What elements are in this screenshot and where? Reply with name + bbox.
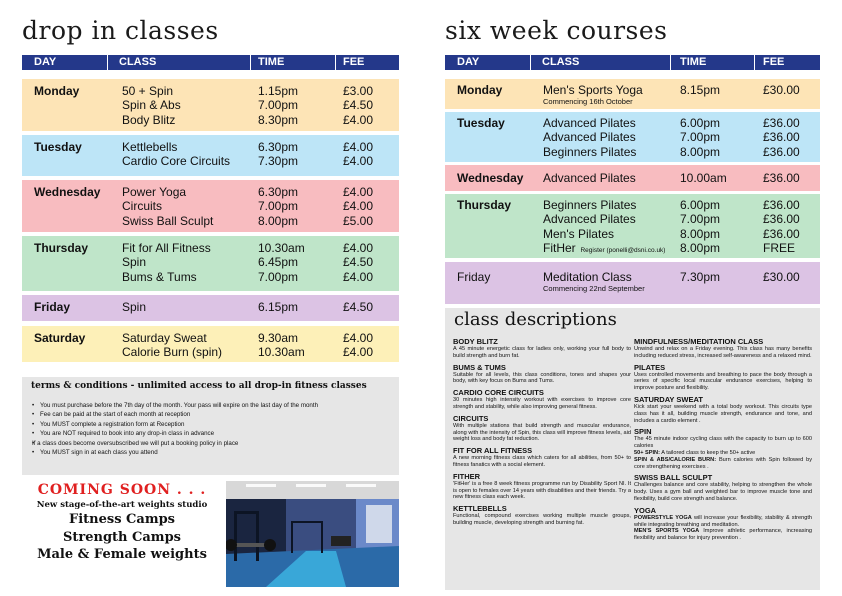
row-fees — [763, 171, 800, 185]
header-class: CLASS — [119, 56, 157, 68]
class-fee: £30.00 — [763, 83, 800, 97]
class-fee: £4.00 — [343, 345, 374, 360]
row-classes — [122, 300, 146, 314]
descriptions-title: class descriptions — [454, 309, 617, 330]
header-class: CLASS — [542, 56, 580, 68]
row-fees — [343, 185, 373, 228]
class-time: 6.00pm — [680, 198, 721, 212]
class-time: 8.00pm — [680, 240, 721, 255]
description-heading: CARDIO CORE CIRCUITS — [453, 388, 544, 398]
class-fee: £36.00 — [763, 171, 800, 185]
description-subitem — [634, 457, 812, 471]
class-name: Body Blitz — [122, 112, 176, 127]
description-subtext: will increase your flexibility, stability & strength while integrating breathing and meditation. — [634, 514, 812, 528]
schedule-row — [22, 135, 399, 176]
schedule-row — [22, 295, 399, 321]
weights-studio-photo — [226, 481, 399, 587]
class-time: 7.00pm — [680, 212, 721, 227]
terms-item: • You MUST complete a registration form at Reception — [32, 420, 318, 429]
row-fees — [763, 83, 800, 97]
class-time: 6.30pm — [258, 185, 299, 199]
row-day: Saturday — [34, 331, 86, 345]
class-label: Meditation Class — [543, 270, 632, 284]
class-time: 6.30pm — [258, 140, 299, 154]
class-fee: £3.00 — [343, 84, 374, 98]
coming-soon-heading: COMING SOON . . . — [37, 482, 207, 498]
row-day: Wednesday — [457, 171, 524, 185]
class-time: 8.15pm — [680, 83, 721, 97]
description-sublabel: 50+ SPIN: — [634, 449, 660, 456]
description-heading: YOGA — [634, 505, 657, 515]
row-fees — [343, 241, 373, 284]
class-time: 7.00pm — [680, 130, 721, 145]
description-text: Kick start your weekend with a total body workout. This circuits type class has it all, building muscle strength, endurance and tone, and includes a cardio element . — [634, 403, 812, 424]
class-time: 7.30pm — [680, 270, 721, 284]
row-fees — [343, 84, 373, 127]
drop-in-table-header — [22, 55, 399, 70]
class-time: 6.45pm — [258, 255, 299, 270]
description-heading: SPIN — [634, 427, 652, 437]
description-heading: SATURDAY SWEAT — [634, 394, 703, 404]
row-times — [680, 83, 720, 97]
class-fee: £4.00 — [343, 140, 374, 154]
class-label: Advanced Pilates — [543, 212, 636, 227]
terms-item-continued: • If a class does become oversubscribed we will put a booking policy in place — [32, 439, 318, 448]
row-day: Tuesday — [457, 116, 505, 130]
class-name: Saturday Sweat — [122, 331, 207, 345]
row-day: Thursday — [457, 198, 512, 212]
descriptions-left-column — [453, 337, 631, 527]
description-sublabel: SPIN & ABS/CALORIE BURN: — [634, 456, 717, 463]
description-heading: MINDFULNESS/MEDITATION CLASS — [634, 337, 764, 346]
row-times — [258, 331, 305, 360]
header-fee: FEE — [763, 56, 785, 68]
row-day: Monday — [34, 84, 80, 98]
class-fee: £36.00 — [763, 198, 800, 212]
row-times — [680, 171, 727, 185]
header-time: TIME — [258, 56, 285, 68]
row-times — [680, 270, 720, 284]
class-name: Spin — [122, 255, 147, 270]
class-name: Bums & Tums — [122, 269, 197, 284]
description-text: 'FitHer' is a free 8 week fitness programme run by Disability Sport NI. It is open to females over 14 years with disabilities and their friends. Try a new fitness class each week. — [453, 480, 631, 501]
class-name — [543, 171, 636, 185]
class-fee: £36.00 — [763, 130, 800, 145]
row-fees — [343, 331, 373, 360]
class-fee: £4.50 — [343, 98, 374, 113]
class-time: 6.00pm — [680, 116, 721, 130]
row-day: Thursday — [34, 241, 89, 255]
row-day: Tuesday — [34, 140, 82, 154]
description-subtext: Burn calories with Spin followed by core strengthening exercises . — [634, 456, 812, 470]
class-time: 7.30pm — [258, 154, 299, 169]
class-fee: £30.00 — [763, 270, 800, 284]
description-text: Functional, compound exercises working multiple muscle groups, building muscle, developing strength and burning fat. — [453, 513, 631, 526]
terms-title: terms & conditions - unlimited access to all drop-in fitness classes — [31, 381, 367, 391]
class-name — [543, 212, 665, 226]
row-times — [258, 84, 298, 127]
description-heading: PILATES — [634, 362, 666, 372]
class-time: 10.00am — [680, 171, 727, 185]
row-fees — [763, 198, 800, 255]
class-time: 8.00pm — [680, 144, 721, 159]
class-name — [543, 270, 645, 284]
class-name — [543, 227, 665, 241]
row-day: Wednesday — [34, 185, 101, 199]
description-subitem — [634, 515, 812, 529]
class-time: 7.00pm — [258, 199, 299, 214]
class-fee: £36.00 — [763, 144, 800, 159]
header-day: DAY — [34, 56, 57, 68]
class-name: Circuits — [122, 199, 163, 214]
class-name — [543, 198, 665, 212]
class-label: Beginners Pilates — [543, 198, 637, 212]
description-heading: CIRCUITS — [453, 413, 489, 423]
class-label: Beginners Pilates — [543, 144, 637, 159]
class-time: 7.00pm — [258, 98, 299, 113]
description-sublabel: MEN'S SPORTS YOGA — [634, 528, 700, 535]
six-week-title: six week courses — [445, 16, 668, 45]
class-time: 9.30am — [258, 331, 299, 345]
terms-item: • You MUST sign in at each class you attend — [32, 448, 318, 457]
header-time: TIME — [680, 56, 707, 68]
class-time: 8.30pm — [258, 112, 299, 127]
row-classes — [543, 171, 636, 185]
schedule-row — [22, 326, 399, 362]
class-name — [543, 145, 636, 159]
class-name — [543, 241, 665, 258]
row-times — [680, 198, 720, 255]
description-heading: SWISS BALL SCULPT — [634, 473, 713, 483]
row-times — [258, 300, 298, 314]
coming-soon-panel — [22, 481, 222, 564]
six-week-table-header — [445, 55, 820, 70]
row-fees — [343, 300, 373, 314]
row-classes — [122, 331, 222, 360]
class-name: Cardio Core Circuits — [122, 154, 231, 169]
description-text: Suitable for all levels, this class conditions, tones and shapes your body, with key focus on Bums and Tums. — [453, 371, 631, 385]
description-text: Unwind and relax on a Friday evening. This class has many benefits including reduced stress, increased self-awareness and a relaxed mind. — [634, 346, 812, 359]
drop-in-title: drop in classes — [22, 16, 219, 45]
coming-soon-line: Strength Camps — [63, 529, 181, 545]
class-fee: £4.50 — [343, 300, 374, 314]
class-name: Fit for All Fitness — [122, 241, 211, 255]
description-text: Challenges balance and core stability, helping to strengthen the whole body. Uses a gym ball and weighted bar to improve muscle tone and flexibility, build core strength and balance. — [634, 482, 812, 502]
course-row — [445, 79, 820, 109]
class-descriptions-panel — [445, 308, 820, 590]
class-fee: £4.00 — [343, 185, 374, 199]
row-times — [680, 116, 720, 159]
description-heading: FIT FOR ALL FITNESS — [453, 446, 533, 456]
row-classes — [543, 83, 643, 106]
row-fees — [343, 140, 373, 169]
description-text: The 45 minute indoor cycling class with the capacity to burn up to 600 calories — [634, 436, 812, 450]
description-text: A 45 minute energetic class for ladies only, working your full body to build strength and burn fat. — [453, 346, 631, 359]
coming-soon-line: Fitness Camps — [69, 512, 175, 527]
class-fee: £4.00 — [343, 269, 374, 284]
schedule-row — [22, 180, 399, 232]
row-classes — [543, 270, 645, 293]
class-fee: FREE — [763, 240, 796, 255]
course-row — [445, 194, 820, 258]
description-text: With multiple stations that build strength and muscular endurance, along with the intensity of Spin, this class will improve fitness levels, aid weight loss and body fat reduction. — [453, 422, 631, 443]
class-name: Swiss Ball Sculpt — [122, 213, 214, 228]
header-day: DAY — [457, 56, 480, 68]
class-time: 6.15pm — [258, 300, 299, 314]
schedule-row — [22, 236, 399, 291]
class-time: 10.30am — [258, 345, 305, 360]
class-name — [543, 116, 636, 130]
terms-list — [32, 401, 318, 457]
row-day: Monday — [457, 83, 503, 97]
row-classes — [122, 140, 230, 169]
class-name — [543, 83, 643, 97]
description-subitem — [634, 450, 812, 457]
course-row — [445, 262, 820, 304]
class-fee: £4.00 — [343, 112, 374, 127]
gym-illustration — [226, 481, 399, 587]
class-fee: £4.00 — [343, 241, 374, 255]
class-name: Kettlebells — [122, 140, 178, 154]
schedule-row — [22, 79, 399, 131]
class-fee: £4.50 — [343, 255, 374, 270]
class-commencing-note: Commencing 16th October — [543, 97, 633, 107]
class-name: Spin & Abs — [122, 98, 181, 113]
descriptions-right-column — [634, 337, 812, 542]
description-heading: KETTLEBELLS — [453, 504, 507, 514]
class-name: 50 + Spin — [122, 84, 174, 98]
class-name — [543, 130, 636, 144]
class-label: Men's Sports Yoga — [543, 83, 643, 97]
coming-soon-subheading: New stage-of-the-art weights studio — [36, 500, 208, 510]
class-commencing-note: Commencing 22nd September — [543, 284, 645, 294]
header-fee: FEE — [343, 56, 365, 68]
terms-item: • You are NOT required to book into any drop-in class in advance — [32, 429, 318, 438]
row-times — [258, 241, 305, 284]
row-classes — [122, 241, 211, 284]
description-text: A new morning fitness class which caters for all abilities, from 50+ to fitness fanatics with a social element. — [453, 455, 631, 468]
class-time: 8.00pm — [680, 226, 721, 241]
class-fee: £5.00 — [343, 213, 374, 228]
row-fees — [763, 116, 800, 159]
description-heading: FITHER — [453, 471, 481, 481]
description-subitem — [634, 528, 812, 542]
description-heading: BUMS & TUMS — [453, 362, 506, 372]
class-time: 8.00pm — [258, 213, 299, 228]
class-fee: £36.00 — [763, 226, 800, 241]
course-row — [445, 165, 820, 191]
terms-item: • Fee can be paid at the start of each month at reception — [32, 410, 318, 419]
class-name: Calorie Burn (spin) — [122, 345, 223, 360]
class-time: 7.00pm — [258, 269, 299, 284]
row-times — [258, 140, 298, 169]
description-subtext: A tailored class to keep the 50+ active — [659, 449, 756, 456]
fither-register-note: Register (ponelli@dsni.co.uk) — [578, 246, 666, 254]
coming-soon-line: Male & Female weights — [37, 547, 207, 562]
row-day: Friday — [457, 270, 491, 284]
description-heading: BODY BLITZ — [453, 337, 498, 346]
class-label: Advanced Pilates — [543, 116, 636, 130]
description-text: Uses controlled movements and breathing to pace the body through a series of specific local muscular endurance exercises, helping to improve posture and flexibility. — [634, 371, 812, 392]
row-classes — [122, 84, 181, 127]
row-classes — [543, 116, 636, 159]
description-text: 30 minutes high intensity workout with exercises to improve core strength and stability, while also improving general fitness. — [453, 397, 631, 410]
class-fee: £4.00 — [343, 154, 374, 169]
row-classes — [122, 185, 213, 228]
terms-item: • You must purchase before the 7th day of the month. Your pass will expire on the last day of the month — [32, 401, 318, 410]
class-fee: £36.00 — [763, 212, 800, 227]
class-fee: £36.00 — [763, 116, 800, 130]
class-label: Advanced Pilates — [543, 130, 636, 145]
class-fee: £4.00 — [343, 331, 374, 345]
row-times — [258, 185, 298, 228]
class-name: Power Yoga — [122, 185, 187, 199]
class-label: Advanced Pilates — [543, 171, 636, 185]
description-subtext: Improve athletic performance, increasing flexibility and balance for injury prevention . — [634, 528, 812, 542]
class-fee: £4.00 — [343, 199, 374, 214]
description-sublabel: POWERSTYLE YOGA — [634, 514, 692, 521]
class-name: Spin — [122, 300, 147, 314]
class-label: Men's Pilates — [543, 226, 614, 241]
row-day: Friday — [34, 300, 71, 314]
row-fees — [763, 270, 800, 284]
terms-panel — [22, 377, 399, 475]
class-label: FitHer — [543, 240, 576, 255]
course-row — [445, 112, 820, 162]
class-time: 10.30am — [258, 241, 305, 255]
row-classes — [543, 198, 665, 258]
class-time: 1.15pm — [258, 84, 299, 98]
